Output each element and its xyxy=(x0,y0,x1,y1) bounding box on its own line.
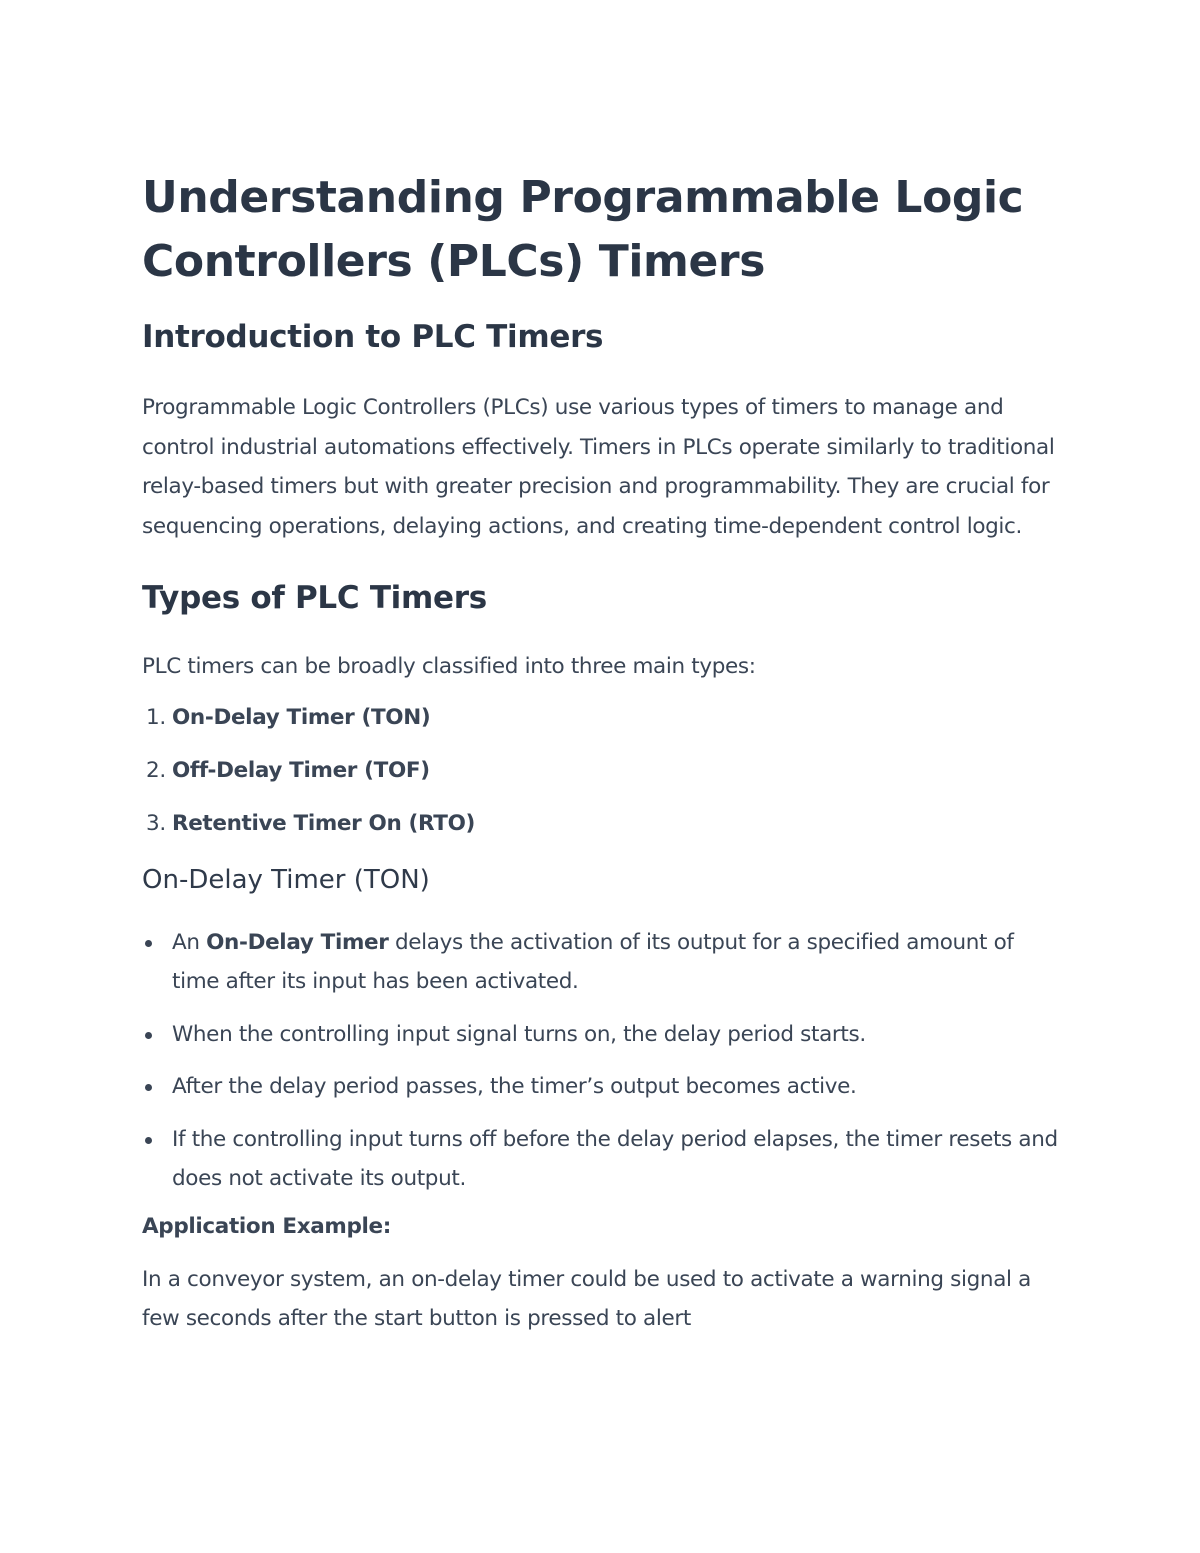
types-lead-paragraph: PLC timers can be broadly classified into three main types: xyxy=(142,654,756,679)
document-page xyxy=(142,166,1067,1339)
bullet-text: After the delay period passes, the timer’s output becomes active. xyxy=(172,1074,857,1099)
list-item-label: On-Delay Timer (TON) xyxy=(172,704,431,730)
list-item xyxy=(142,758,1067,784)
list-item-number: 1. xyxy=(146,704,166,730)
list-item-label: Retentive Timer On (RTO) xyxy=(172,810,475,836)
list-item xyxy=(142,811,1067,837)
list-item-number: 3. xyxy=(146,810,166,836)
bullet-text: When the controlling input signal turns on, the delay period starts. xyxy=(172,1021,866,1047)
ton-bullet-list xyxy=(142,923,1067,1199)
list-item xyxy=(142,1067,1067,1107)
bullet-bold-term: On-Delay Timer xyxy=(206,929,389,955)
bullet-text: If the controlling input turns off before the delay period elapses, the timer resets and does not activate its output. xyxy=(172,1126,1058,1191)
list-item xyxy=(142,705,1067,731)
intro-paragraph: Programmable Logic Controllers (PLCs) use various types of timers to manage and control industrial automations effectively. Timers in PLCs operate similarly to traditional relay-based timers but with greater precision and programmability. They are crucial for sequencing operations, delaying actions, and creating time-dependent control logic. xyxy=(142,395,1055,539)
list-item-number: 2. xyxy=(146,757,166,783)
application-example-label: Application Example: xyxy=(142,1213,392,1239)
list-item xyxy=(142,1120,1067,1199)
list-item xyxy=(142,923,1067,1002)
types-list xyxy=(142,705,1067,837)
application-example-paragraph: In a conveyor system, an on-delay timer could be used to activate a warning signal a few seconds after the start button is pressed to alert xyxy=(142,1266,1031,1331)
bullet-prefix: An xyxy=(172,929,207,955)
list-item xyxy=(142,1015,1067,1055)
types-heading: Types of PLC Timers xyxy=(142,580,487,616)
ton-heading: On-Delay Timer (TON) xyxy=(142,864,430,895)
list-item-label: Off-Delay Timer (TOF) xyxy=(172,757,430,783)
document-title: Understanding Programmable Logic Controllers (PLCs) Timers xyxy=(142,172,1024,287)
bullet-text: delays the activation of its output for a specified amount of time after its input has been activated. xyxy=(172,929,1014,994)
intro-heading: Introduction to PLC Timers xyxy=(142,319,604,355)
